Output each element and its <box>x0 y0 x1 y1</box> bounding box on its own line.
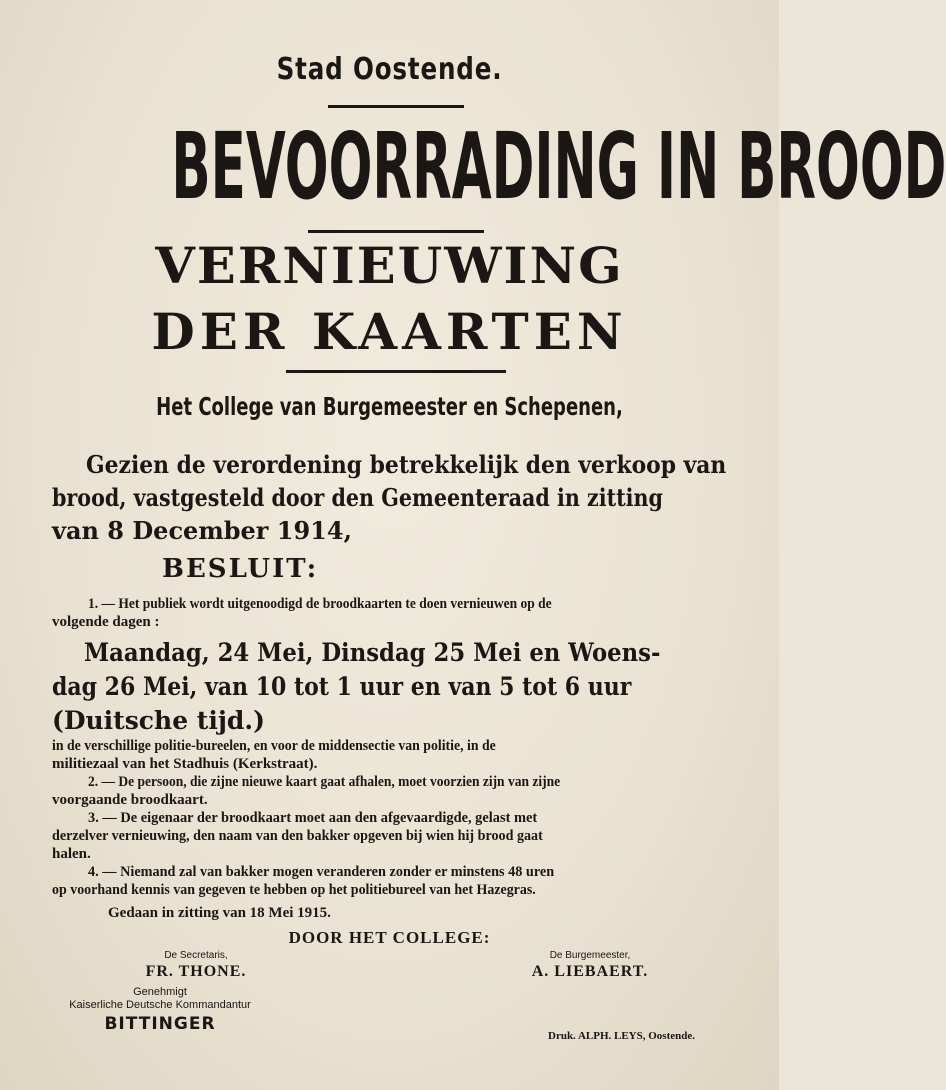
article-1-line: volgende dagen : <box>52 614 160 630</box>
divider <box>328 105 464 108</box>
gezien-line: Gezien de verordening betrekkelijk den verkoop van <box>86 450 727 479</box>
door-het-college: DOOR HET COLLEGE: <box>288 928 491 947</box>
kommandantur-label: Kaiserliche Deutsche Kommandantur <box>69 999 251 1011</box>
article-4-line: op voorhand kennis van gegeven te hebben op het politiebureel van het Hazegras. <box>52 882 536 898</box>
divider <box>308 230 484 233</box>
subtitle-line-2: DER KAARTEN <box>151 302 628 361</box>
dates-line: (Duitsche tijd.) <box>52 706 265 735</box>
genehmigt-label: Genehmigt <box>133 986 187 998</box>
secretaris-name: FR. THONE. <box>145 963 247 980</box>
article-2-line: 2. — De persoon, die zijne nieuwe kaart gaat afhalen, moet voorzien zijn van zijne <box>88 774 561 790</box>
article-3-line: derzelver vernieuwing, den naam van den bakker opgeven bij wien hij brood gaat <box>52 828 543 844</box>
subtitle-line-1: VERNIEUWING <box>155 236 624 295</box>
article-2-line: voorgaande broodkaart. <box>52 792 208 808</box>
divider <box>286 370 506 373</box>
article-1-line: 1. — Het publiek wordt uitgenoodigd de broodkaarten te doen vernieuwen op de <box>88 596 552 612</box>
bittinger-name: BITTINGER <box>104 1014 216 1034</box>
secretaris-title: De Secretaris, <box>164 950 228 961</box>
burgemeester-name: A. LIEBAERT. <box>531 963 649 980</box>
burgemeester-title: De Burgemeester, <box>549 950 631 961</box>
city-heading: Stad Oostende. <box>276 52 503 87</box>
gezien-line: brood, vastgesteld door den Gemeenteraad in zitting <box>52 483 663 512</box>
printer-credit: Druk. ALPH. LEYS, Oostende. <box>548 1030 695 1042</box>
dates-line: Maandag, 24 Mei, Dinsdag 25 Mei en Woens- <box>84 638 661 667</box>
gedaan-line: Gedaan in zitting van 18 Mei 1915. <box>108 905 331 921</box>
besluit-heading: BESLUIT: <box>162 554 319 584</box>
article-3-line: halen. <box>52 846 91 862</box>
page-title: BEVOORRADING IN BROOD <box>171 113 946 220</box>
article-4-line: 4. — Niemand zal van bakker mogen veranderen zonder er minstens 48 uren <box>88 864 555 880</box>
article-3-line: 3. — De eigenaar der broodkaart moet aan den afgevaardigde, gelast met <box>88 810 538 826</box>
dates-line: dag 26 Mei, van 10 tot 1 uur en van 5 tot 6 uur <box>52 672 632 701</box>
article-1b-line: militiezaal van het Stadhuis (Kerkstraat). <box>52 756 318 772</box>
college-heading: Het College van Burgemeester en Schepenen, <box>156 392 623 421</box>
gezien-line: van 8 December 1914, <box>52 516 352 545</box>
article-1b-line: in de verschillige politie-bureelen, en voor de middensectie van politie, in de <box>52 738 496 754</box>
